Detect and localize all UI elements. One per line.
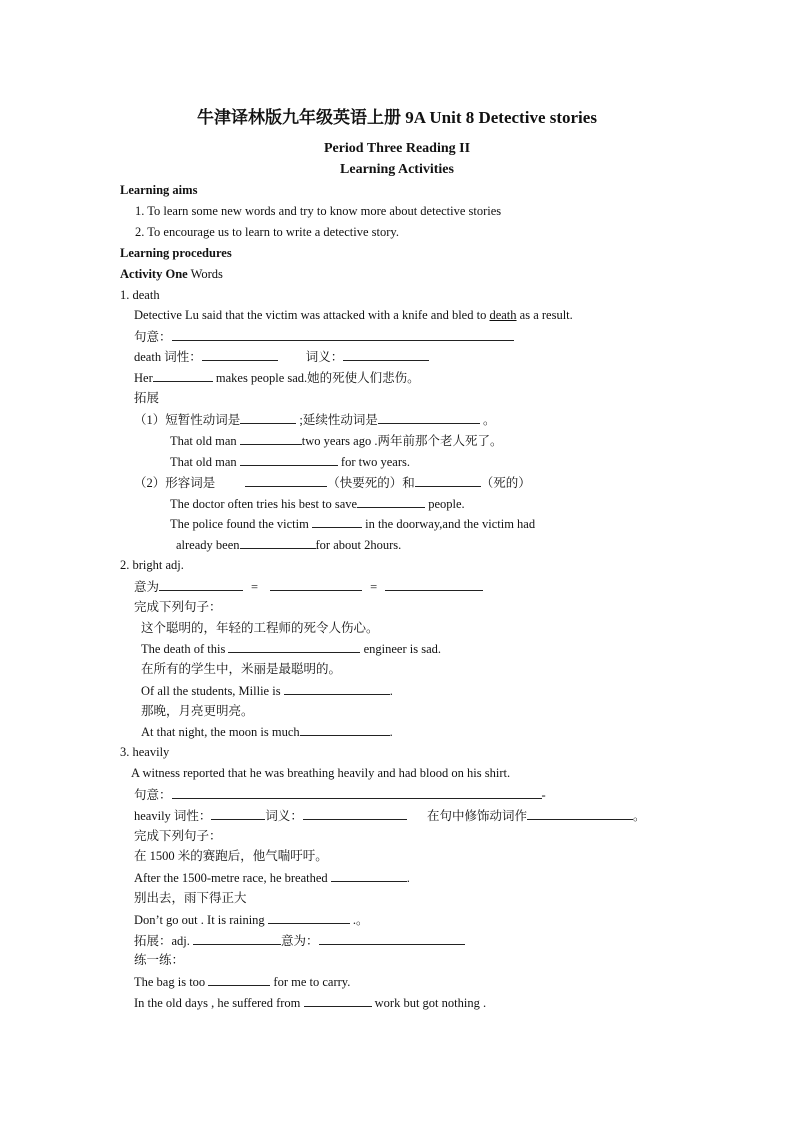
sentence-text: The doctor often tries his best to save [170, 497, 358, 511]
her-line [134, 369, 420, 386]
line-end: 。 [632, 809, 646, 823]
meaning-line [134, 578, 483, 595]
answer-blank[interactable] [172, 328, 514, 341]
complete-label: 完成下列句子： [134, 600, 222, 614]
meaning-line [134, 328, 514, 345]
answer-blank[interactable] [304, 994, 372, 1007]
answer-blank[interactable] [240, 411, 296, 424]
sentence-text: for me to carry. [270, 975, 351, 989]
ext2-line [134, 474, 531, 491]
ext-text: （1）短暂性动词是 [134, 413, 241, 427]
ext-text: （2）形容词是 [134, 476, 216, 490]
pos-label: heavily 词性： [134, 809, 212, 823]
sentence-text: In the old days , he suffered from [134, 996, 304, 1010]
chinese-sentence: 在所有的学生中，米丽是最聪明的。 [141, 662, 342, 676]
example-sentence [134, 307, 573, 323]
doctor-line [170, 495, 465, 512]
answer-blank[interactable] [378, 411, 480, 424]
english-sentence [141, 723, 393, 740]
sentence-text: . [389, 725, 393, 739]
sentence-text: At that night, the moon is much [141, 725, 300, 739]
sentence-text: . [389, 684, 393, 698]
sentence-text: The death of this [141, 642, 229, 656]
already-line [176, 536, 401, 553]
sentence-text: engineer is sad. [360, 642, 442, 656]
activity-topic: Words [187, 267, 223, 281]
sentence-text: for two years. [337, 455, 410, 469]
ext-text: 意为： [281, 934, 319, 948]
ext-text: ;延续性动词是 [296, 413, 378, 427]
answer-blank[interactable] [385, 578, 483, 591]
sentence-text: That old man [170, 455, 240, 469]
answer-blank[interactable] [159, 578, 243, 591]
sentence-text: Don’t go out . It is raining [134, 913, 268, 927]
answer-blank[interactable] [319, 932, 465, 945]
line-end: - [541, 788, 546, 802]
english-sentence [141, 640, 441, 657]
pos-line [134, 807, 645, 824]
ext-text: 。 [479, 413, 496, 427]
english-sentence [141, 682, 393, 699]
answer-blank[interactable] [284, 682, 390, 695]
expand-label: 拓展 [134, 391, 160, 405]
expand-line [134, 932, 465, 949]
sentence-text: makes people sad.她的死使人们悲伤。 [212, 371, 420, 385]
answer-blank[interactable] [312, 515, 362, 528]
aim-item: 1. To learn some new words and try to know more about detective stories [135, 204, 502, 218]
sentence-text: two years ago .两年前那个老人死了。 [301, 434, 503, 448]
answer-blank[interactable] [268, 911, 350, 924]
sentence-text: .。 [349, 913, 369, 927]
meaning-label: 句意： [134, 330, 172, 344]
sense-label: 词义： [305, 350, 344, 364]
answer-blank[interactable] [303, 807, 407, 820]
word-heading: 2. bright adj. [120, 558, 184, 572]
mod-label: 在句中修饰动词作 [426, 809, 527, 823]
word-heading: 1. death [120, 288, 160, 302]
practice-label: 练一练： [134, 953, 185, 967]
meaning-label: 句意： [134, 788, 172, 802]
answer-blank[interactable] [300, 723, 390, 736]
aims-heading: Learning aims [120, 183, 198, 197]
sentence-text: Her [134, 371, 153, 385]
document-title: 牛津译林版九年级英语上册 9A Unit 8 Detective stories [197, 108, 597, 127]
english-sentence [134, 869, 410, 886]
example-text: Detective Lu said that the victim was attacked with a knife and bled to [134, 308, 490, 322]
chinese-sentence: 在 1500 米的赛跑后，他气喘吁吁。 [134, 849, 328, 863]
sentence-text: work but got nothing . [371, 996, 487, 1010]
answer-blank[interactable] [153, 369, 213, 382]
answer-blank[interactable] [343, 348, 429, 361]
answer-blank[interactable] [228, 640, 360, 653]
procedures-heading: Learning procedures [120, 246, 232, 260]
english-sentence [134, 994, 486, 1011]
answer-blank[interactable] [331, 869, 407, 882]
sentence-text: The police found the victim [170, 517, 312, 531]
pos-label: death 词性： [134, 350, 202, 364]
answer-blank[interactable] [208, 973, 270, 986]
answer-blank[interactable] [415, 474, 481, 487]
chinese-sentence: 这个聪明的，年轻的工程师的死令人伤心。 [141, 621, 379, 635]
equals-sign: = [370, 580, 378, 594]
sentence-text: people. [425, 497, 465, 511]
man1-line [170, 432, 502, 449]
answer-blank[interactable] [172, 786, 542, 799]
sentence-text: already been [176, 538, 240, 552]
answer-blank[interactable] [193, 932, 281, 945]
example-text: as a result. [516, 308, 573, 322]
answer-blank[interactable] [211, 807, 265, 820]
activity-label: Activity One [120, 267, 188, 281]
answer-blank[interactable] [240, 432, 302, 445]
period-title: Period Three Reading II [323, 141, 471, 156]
sentence-text: for about 2hours. [315, 538, 402, 552]
english-sentence [134, 973, 350, 990]
man2-line [170, 453, 410, 470]
answer-blank[interactable] [202, 348, 278, 361]
answer-blank[interactable] [357, 495, 425, 508]
sentence-text: The bag is too [134, 975, 209, 989]
ext-text: （快要死的）和 [327, 476, 415, 490]
answer-blank[interactable] [270, 578, 362, 591]
sense-label: 词义： [265, 809, 303, 823]
complete-label: 完成下列句子： [134, 829, 222, 843]
answer-blank[interactable] [240, 453, 338, 466]
meaning-line [134, 786, 546, 803]
activity-heading [120, 266, 223, 282]
ext1-line [134, 411, 496, 428]
sentence-text: Of all the students, Millie is [141, 684, 284, 698]
english-sentence [134, 911, 369, 928]
pos-line [134, 348, 429, 365]
sentence-text: After the 1500-metre race, he breathed [134, 871, 331, 885]
key-word: death [489, 308, 517, 322]
answer-blank[interactable] [527, 807, 633, 820]
police-line [170, 515, 535, 532]
chinese-sentence: 那晚，月亮更明亮。 [141, 704, 254, 718]
ext-text: 拓展：adj. [134, 934, 194, 948]
sentence-text: That old man [170, 434, 240, 448]
answer-blank[interactable] [240, 536, 316, 549]
section-subtitle: Learning Activities [340, 162, 454, 177]
aim-item: 2. To encourage us to learn to write a detective story. [135, 225, 399, 239]
equals-sign: = [251, 580, 259, 594]
ext-text: （死的） [480, 476, 531, 490]
chinese-sentence: 别出去，雨下得正大 [134, 891, 247, 905]
sentence-text: in the doorway,and the victim had [361, 517, 536, 531]
example-sentence: A witness reported that he was breathing heavily and had blood on his shirt. [131, 766, 511, 780]
sentence-text: . [406, 871, 410, 885]
answer-blank[interactable] [245, 474, 327, 487]
word-heading: 3. heavily [120, 745, 170, 759]
meaning-label: 意为 [134, 580, 160, 594]
